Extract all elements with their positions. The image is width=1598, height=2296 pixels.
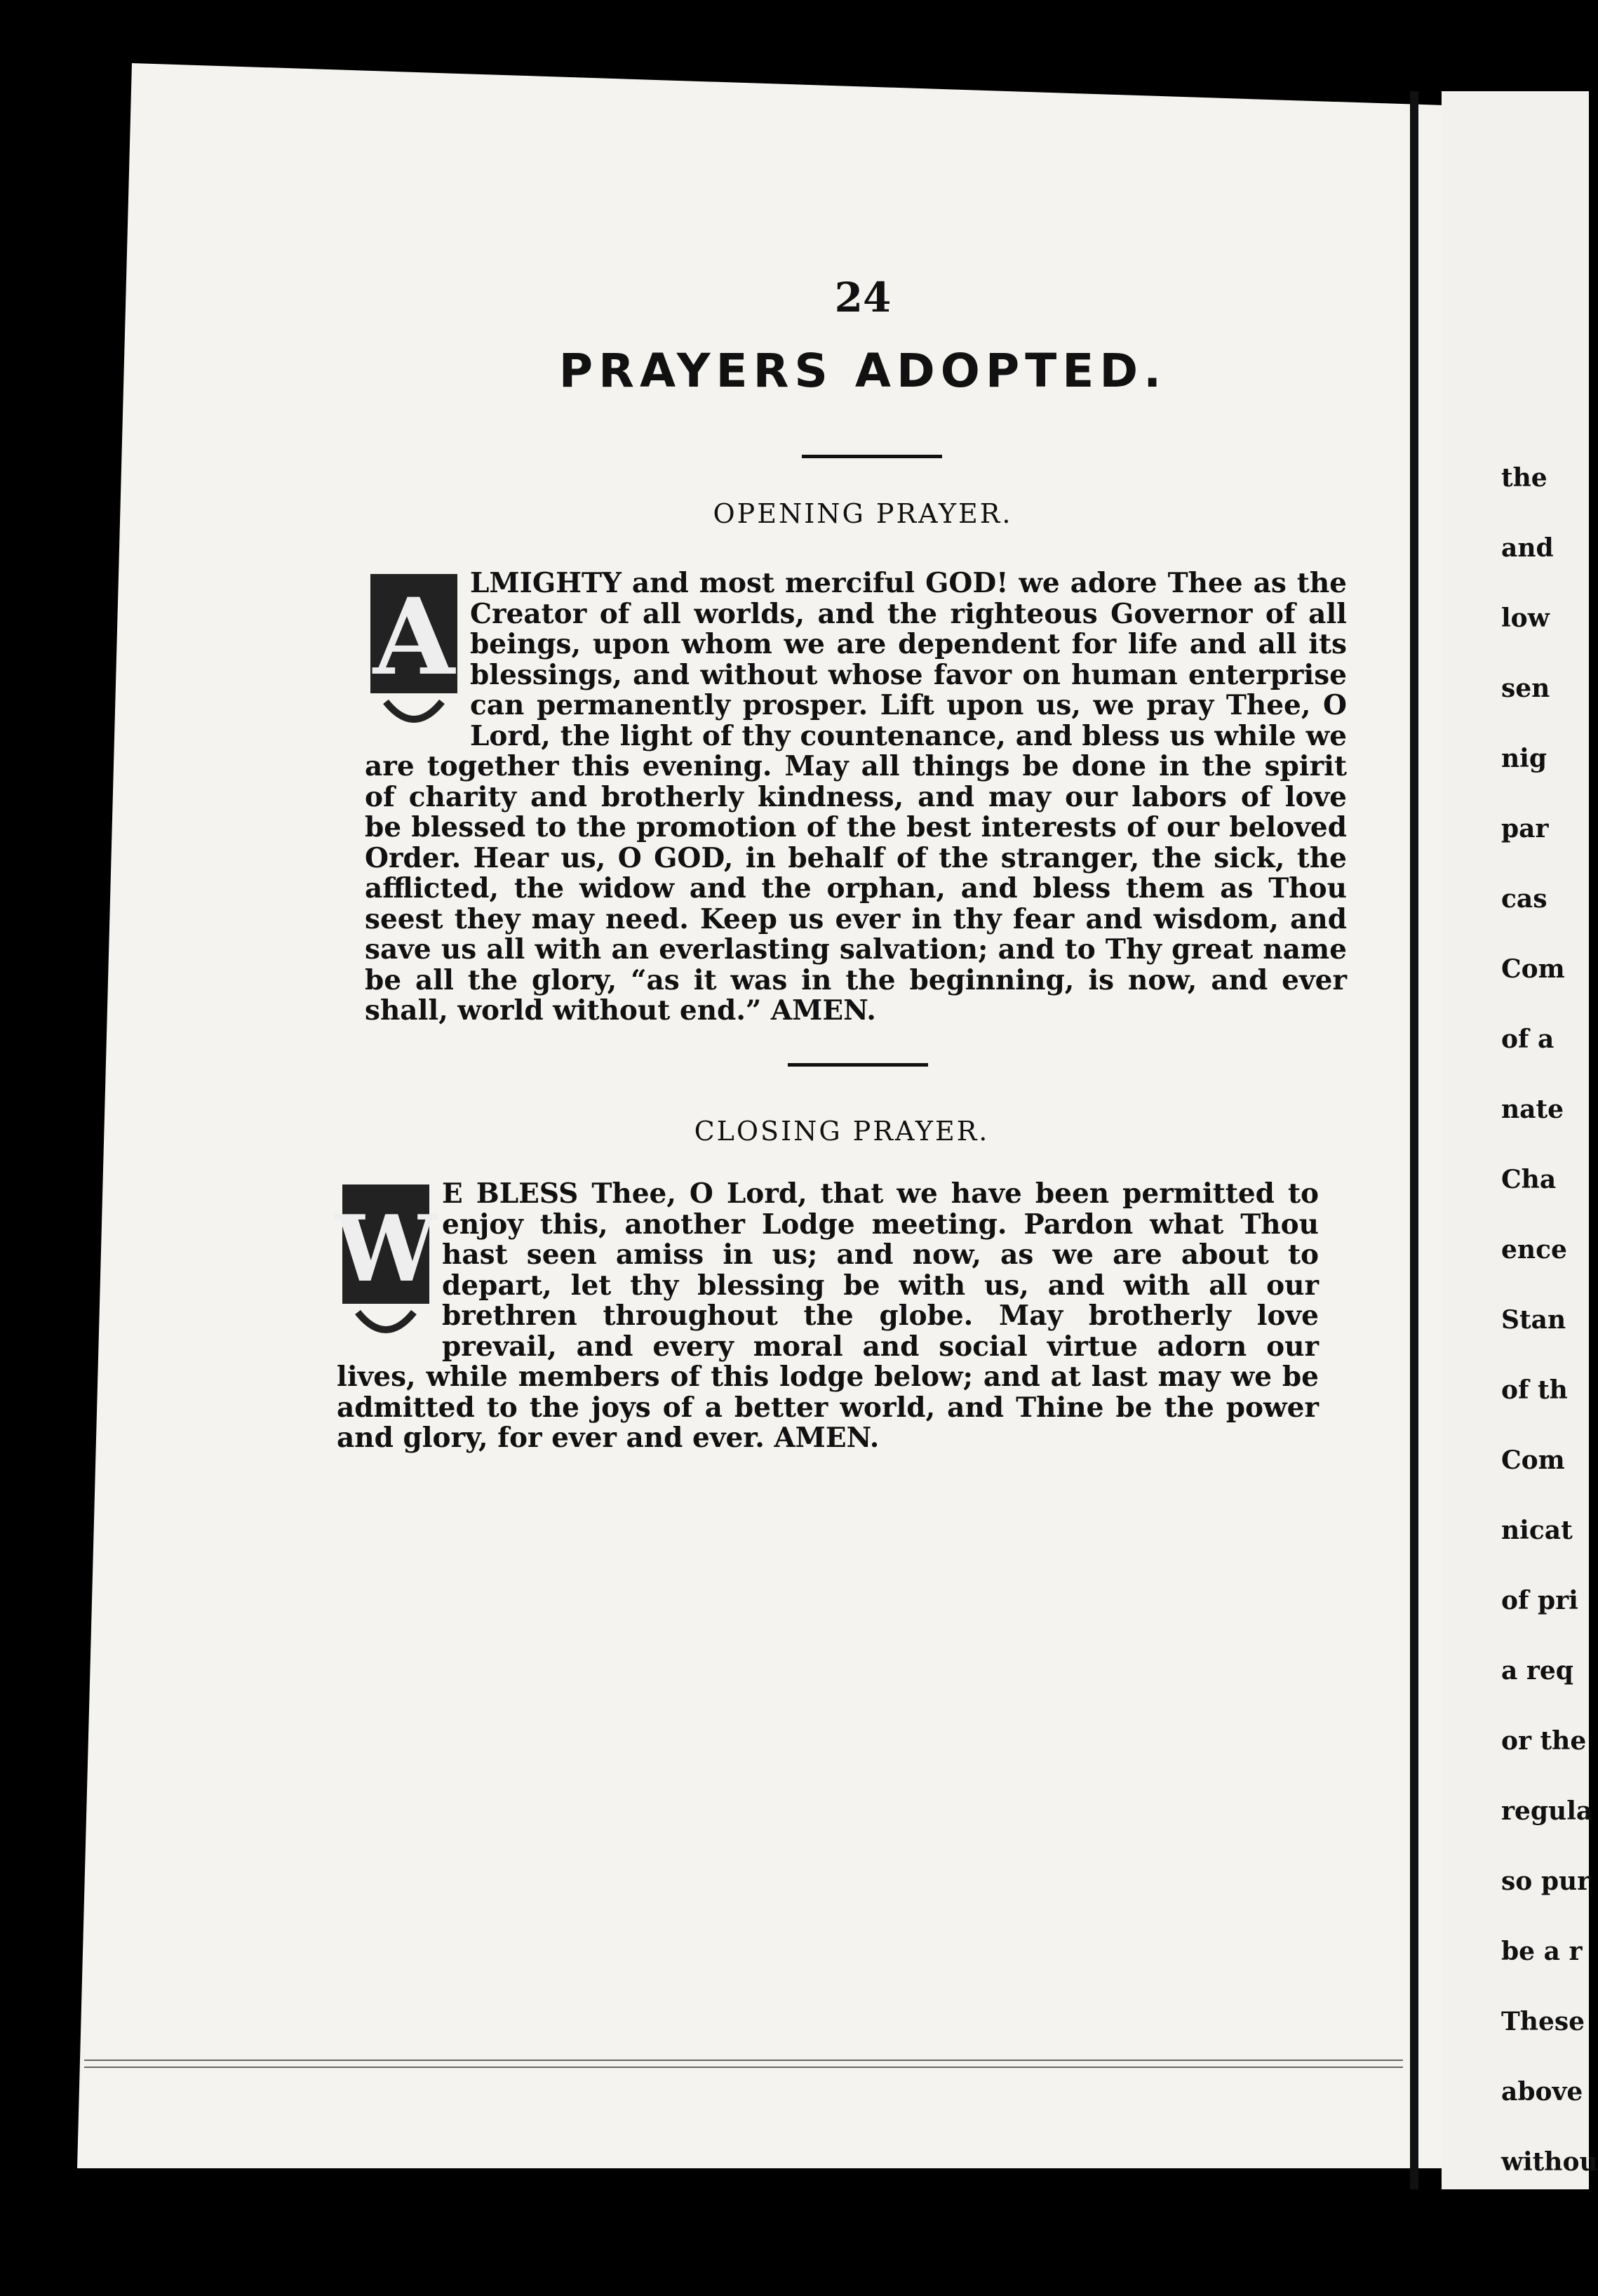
section-divider bbox=[788, 1063, 928, 1067]
right-page-fragment: above bbox=[1501, 2077, 1583, 2107]
page-number: 24 bbox=[834, 274, 892, 321]
dropcap-letter-w: W bbox=[335, 1195, 437, 1302]
closing-amen: AMEN. bbox=[774, 1422, 880, 1454]
right-page-fragment: Cha bbox=[1501, 1165, 1557, 1194]
opening-amen: AMEN. bbox=[770, 994, 876, 1027]
right-page-fragment: nig bbox=[1501, 744, 1547, 773]
right-page-fragment: of a bbox=[1501, 1024, 1555, 1054]
right-page-fragment: These bbox=[1501, 2007, 1585, 2036]
right-page-fragment: regula bbox=[1501, 1796, 1593, 1826]
closing-prayer-text bbox=[337, 1179, 1319, 1454]
right-page-fragment: nicat bbox=[1501, 1516, 1573, 1545]
right-page-fragment: be a r bbox=[1501, 1937, 1583, 1966]
right-page-fragment: a req bbox=[1501, 1656, 1573, 1686]
dropcap-a-icon bbox=[365, 568, 463, 737]
right-page-fragment: withou bbox=[1501, 2147, 1598, 2177]
right-page-fragment: Stan bbox=[1501, 1305, 1566, 1335]
closing-prayer-heading: CLOSING PRAYER. bbox=[694, 1116, 990, 1147]
right-page-fragment: Com bbox=[1501, 1446, 1565, 1475]
right-page-fragment: low bbox=[1501, 603, 1550, 633]
right-page-fragment: of pri bbox=[1501, 1586, 1578, 1615]
right-page-fragment: cas bbox=[1501, 884, 1547, 914]
dropcap-letter-a: A bbox=[372, 575, 455, 699]
right-page-fragment: and bbox=[1501, 533, 1554, 563]
right-page-fragment: or the bbox=[1501, 1726, 1587, 1756]
opening-prayer-heading: OPENING PRAYER. bbox=[713, 498, 1013, 529]
title-divider bbox=[802, 455, 942, 458]
page-title: PRAYERS ADOPTED. bbox=[558, 344, 1167, 398]
right-page-fragment: so pur bbox=[1501, 1867, 1591, 1896]
right-page-fragment: Com bbox=[1501, 954, 1565, 984]
right-page-fragment: of th bbox=[1501, 1375, 1568, 1405]
page-spine bbox=[1410, 91, 1418, 2189]
right-page-fragment: par bbox=[1501, 814, 1549, 843]
closing-prayer-body: E BLESS Thee, O Lord, that we have been permitted to enjoy this, another Lodge meeting. Pardon what Thou hast seen amiss in us; and now, as we are about to depart, let thy blessing be with us, and with all our brethren throughout the globe. May brotherly love prevail, and every moral and social virtue adorn our lives, while members of this lodge below; and at last may we be admitted to the joys of a better world, and Thine be the power and glory, for ever and ever. bbox=[337, 1177, 1319, 1454]
right-page-fragment: the bbox=[1501, 463, 1547, 493]
right-page-fragment: sen bbox=[1501, 674, 1550, 703]
right-page-fragment: ence bbox=[1501, 1235, 1567, 1264]
right-page-fragment: nate bbox=[1501, 1095, 1564, 1124]
opening-prayer-body: LMIGHTY and most merciful GOD! we adore Thee as the Creator of all worlds, and the righteous Governor of all beings, upon whom we are dependent for life and all its blessings, and without whose favor on human enterprise can permanently prosper. Lift upon us, we pray Thee, O Lord, the light of thy countenance, and bless us while we are together this evening. May all things be done in the spirit of charity and brotherly kindness, and may our labors of love be blessed to the promotion of the best interests of our beloved Order. Hear us, O GOD, in behalf of the stranger, the sick, the afflicted, the widow and the orphan, and bless them as Thou seest they may need. Keep us ever in thy fear and wisdom, and save us all with an everlasting salvation; and to Thy great name be all the glory, “as it was in the beginning, is now, and ever shall, world without end.” bbox=[365, 567, 1347, 1027]
opening-prayer-text bbox=[365, 568, 1347, 1027]
page-bottom-rule bbox=[84, 2060, 1403, 2068]
dropcap-w-icon bbox=[337, 1179, 435, 1347]
